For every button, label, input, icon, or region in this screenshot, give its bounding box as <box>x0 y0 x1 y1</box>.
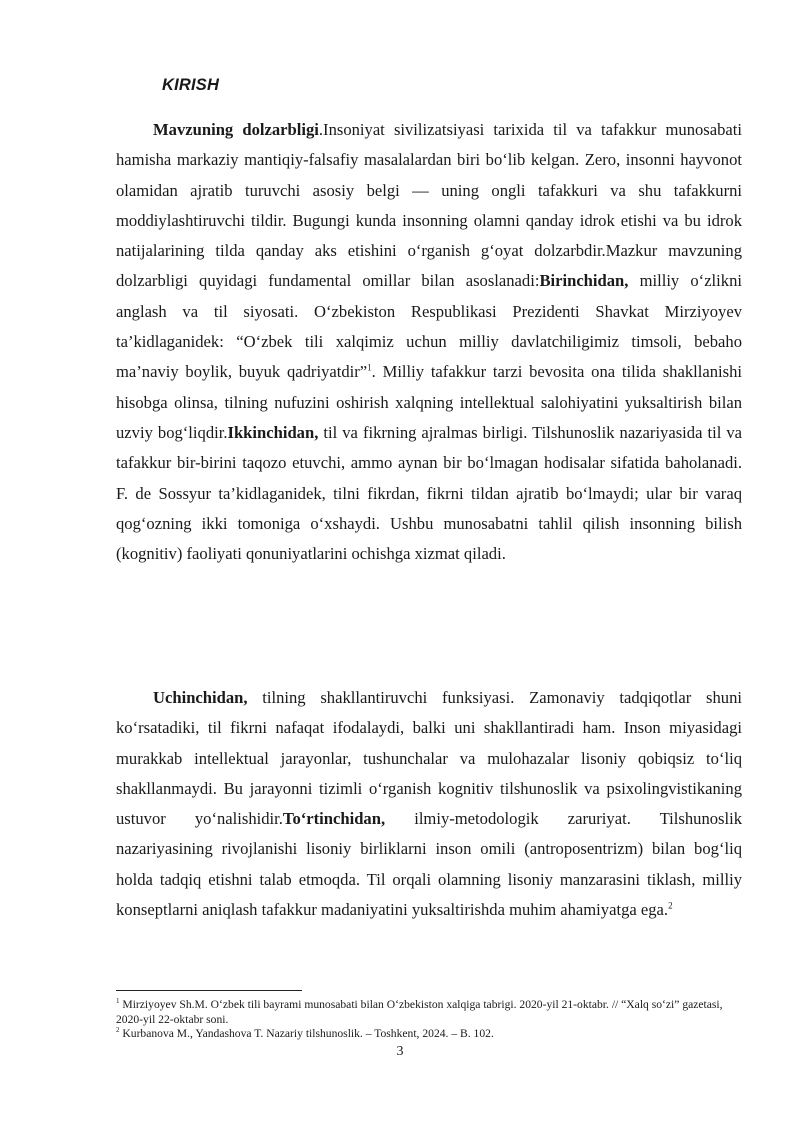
footnote-separator <box>116 990 302 991</box>
paragraph-text: . Milliy tafakkur tarzi bevosita ona tilida shakllanishi hisobga olinsa, tilning nufuzini oshirish xalqning intellektual salohiyatini yuksaltirish bilan uzviy bog‘liqdir. <box>116 362 742 442</box>
paragraph-relevance <box>116 115 742 569</box>
footnote-number: 1 <box>116 997 120 1006</box>
footnote-reference[interactable]: 2 <box>668 900 673 911</box>
page-number: 3 <box>396 1044 404 1059</box>
paragraph-third-fourth <box>116 683 742 925</box>
fourth-point-bold: To‘rtinchidan, <box>282 809 386 829</box>
paragraph-text: til va fikrning ajralmas birligi. Tilshunoslik nazariyasida til va tafakkur bir-birini taqozo etuvchi, ammo aynan bir bo‘lmagan hodisalar sifatida baholanadi. F. de Sossyur ta’kidlaganidek, tilni fikrdan, fikrni tildan ajratib bo‘lmaydi; ular bir varaq qog‘ozning ikki tomoniga o‘xshaydi. Ushbu munosabatni tahlil qilish insonning bilish (kognitiv) faoliyati qonuniyatlarini ochishga xizmat qiladi. <box>116 422 742 564</box>
first-point-bold: Birinchidan, <box>539 271 629 291</box>
paragraph-text: ilmiy-metodologik zaruriyat. Tilshunoslik nazariyasining rivojlanishi lisoniy birliklarni inson omili (antroposentrizm) bilan bog‘liq holda tadqiq etishni talab etmoqda. Til orqali olamning lisoniy manzarasini tiklash, milliy konseptlarni aniqlash tafakkur madaniyatini yuksaltirishda muhim ahamiyatga ega. <box>116 809 743 920</box>
footnote-item <box>116 1027 742 1042</box>
lead-bold-term: Mavzuning dolzarbligi <box>153 120 319 139</box>
footnote-text: Kurbanova M., Yandashova T. Nazariy tilshunoslik. – Toshkent, 2024. – B. 102. <box>119 1027 494 1041</box>
footnote-reference[interactable]: 1 <box>367 362 372 373</box>
footnote-text: Mirziyoyev Sh.M. O‘zbek tili bayrami munosabati bilan O‘zbekiston xalqiga tabrigi. 2020-yil 21-oktabr. // “Xalq so‘zi” gazetasi, 2020-yil 22-oktabr soni. <box>116 998 723 1026</box>
footnotes <box>116 998 742 1042</box>
third-point-bold: Uchinchidan, <box>153 688 248 707</box>
paragraph-text: milliy o‘zlikni anglash va til siyosati. O‘zbekiston Respublikasi Prezidenti Shavkat Mirziyoyev ta’kidlaganidek: “O‘zbek tili xalqimiz uchun milliy davlatchiligimiz timsoli, bebaho ma’naviy boylik, buyuk qadriyatdir” <box>116 271 742 382</box>
paragraph-text: .Insoniyat sivilizatsiyasi tarixida til va tafakkur munosabati hamisha markaziy mantiqiy-falsafiy masalalardan biri bo‘lib kelgan. Zero, insonni hayvonot olamidan ajratib turuvchi asosiy belgi — uning ongli tafakkuri va shu tafakkurni moddiylashtiruvchi tildir. Bugungi kunda insonning olamni qanday idrok etishi va bu idrok natijalarining tilda qanday aks etishini o‘rganish g‘oyat dolzarbdir.Mazkur mavzuning dolzarbligi quyidagi fundamental omillar bilan asoslanadi: <box>116 120 742 291</box>
footnote-item <box>116 998 742 1027</box>
section-heading: KIRISH <box>162 76 220 94</box>
footnote-number: 2 <box>116 1026 120 1035</box>
second-point-bold: Ikkinchidan, <box>227 422 319 442</box>
paragraph-text: tilning shakllantiruvchi funksiyasi. Zamonaviy tadqiqotlar shuni ko‘rsatadiki, til fikrni nafaqat ifodalaydi, balki uni shakllantiradi ham. Inson miyasidagi murakkab intellektual jarayonlar, tushunchalar va mulohazalar lisoniy qobiqsiz to‘liq shakllanmaydi. Bu jarayonni tizimli o‘rganish kognitiv tilshunoslik va psixolingvistikaning ustuvor yo‘nalishidir. <box>116 688 742 829</box>
